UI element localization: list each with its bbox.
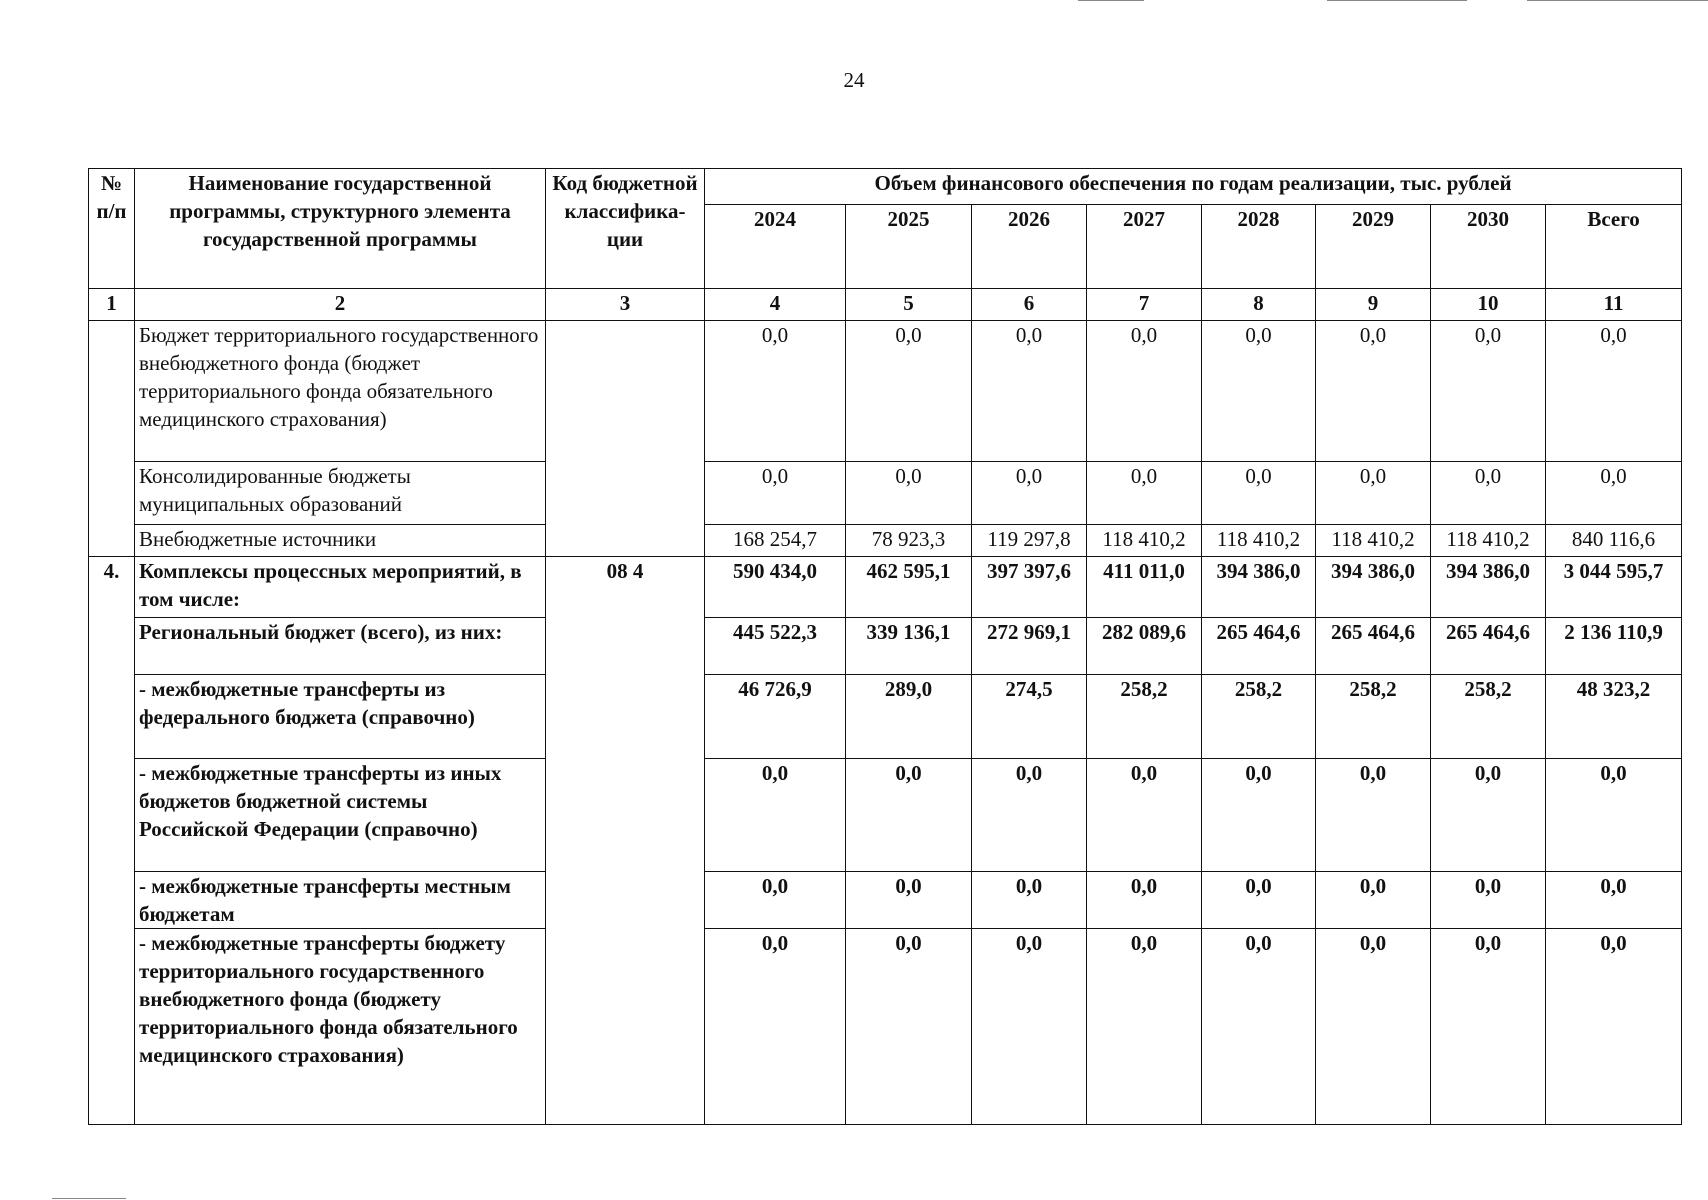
page-number: 24 (843, 68, 865, 92)
table-row (89, 675, 1682, 759)
value-cell: 0,0 (1431, 929, 1546, 1125)
value-cell: 0,0 (1087, 321, 1202, 462)
header-name: Наименование государственной программы, структурного элемента государственной программы (135, 169, 546, 289)
column-index: 4 (705, 289, 846, 321)
column-index: 2 (135, 289, 546, 321)
value-cell: 258,2 (1431, 675, 1546, 759)
row-name: Консолидированные бюджеты муниципальных образований (135, 462, 546, 525)
row-name: - межбюджетные трансферты из федерального бюджета (справочно) (135, 675, 546, 759)
value-cell: 0,0 (1431, 759, 1546, 872)
value-cell: 78 923,3 (846, 525, 972, 557)
column-index: 10 (1431, 289, 1546, 321)
scan-line (1327, 0, 1467, 1)
header-total: Всего (1546, 205, 1682, 289)
value-cell: 0,0 (705, 321, 846, 462)
column-index: 7 (1087, 289, 1202, 321)
table-row (89, 525, 1682, 557)
header-year: 2026 (972, 205, 1087, 289)
row-number (89, 321, 135, 557)
column-index: 3 (546, 289, 705, 321)
value-cell: 0,0 (972, 872, 1087, 929)
header-num: № п/п (89, 169, 135, 289)
financing-table (88, 168, 1682, 1125)
header-volume: Объем финансового обеспечения по годам реализации, тыс. рублей (705, 169, 1682, 205)
value-cell: 0,0 (1546, 462, 1682, 525)
value-cell: 0,0 (1431, 462, 1546, 525)
column-index: 1 (89, 289, 135, 321)
value-cell: 0,0 (705, 759, 846, 872)
column-index: 8 (1202, 289, 1316, 321)
value-cell: 0,0 (1087, 759, 1202, 872)
value-cell: 0,0 (1087, 462, 1202, 525)
row-name: Комплексы процессных мероприятий, в том числе: (135, 557, 546, 618)
column-index: 9 (1316, 289, 1431, 321)
header-year: 2029 (1316, 205, 1431, 289)
value-cell: 0,0 (1316, 929, 1431, 1125)
value-cell: 282 089,6 (1087, 618, 1202, 675)
row-name: - межбюджетные трансферты бюджету территориального государственного внебюджетного фонда (бюджету территориального фонда обязательного медицинского страхования) (135, 929, 546, 1125)
column-index: 6 (972, 289, 1087, 321)
value-cell: 119 297,8 (972, 525, 1087, 557)
row-name: Региональный бюджет (всего), из них: (135, 618, 546, 675)
value-cell: 0,0 (1316, 462, 1431, 525)
value-cell: 445 522,3 (705, 618, 846, 675)
value-cell: 118 410,2 (1202, 525, 1316, 557)
column-index: 5 (846, 289, 972, 321)
header-year: 2030 (1431, 205, 1546, 289)
column-index: 11 (1546, 289, 1682, 321)
value-cell: 0,0 (972, 759, 1087, 872)
value-cell: 0,0 (1202, 321, 1316, 462)
value-cell: 0,0 (846, 462, 972, 525)
value-cell: 265 464,6 (1202, 618, 1316, 675)
row-name: - межбюджетные трансферты местным бюджетам (135, 872, 546, 929)
header-code: Код бюджетной классифика-ции (546, 169, 705, 289)
value-cell: 0,0 (1431, 321, 1546, 462)
header-year: 2028 (1202, 205, 1316, 289)
header-year: 2025 (846, 205, 972, 289)
value-cell: 0,0 (1202, 759, 1316, 872)
value-cell: 0,0 (705, 929, 846, 1125)
header-year: 2024 (705, 205, 846, 289)
value-cell: 0,0 (972, 321, 1087, 462)
scan-line (1527, 0, 1708, 1)
value-cell: 0,0 (972, 462, 1087, 525)
value-cell: 0,0 (846, 872, 972, 929)
value-cell: 0,0 (1202, 929, 1316, 1125)
value-cell: 0,0 (1546, 872, 1682, 929)
value-cell: 118 410,2 (1431, 525, 1546, 557)
value-cell: 0,0 (705, 872, 846, 929)
value-cell: 272 969,1 (972, 618, 1087, 675)
header-year: 2027 (1087, 205, 1202, 289)
value-cell: 0,0 (1546, 929, 1682, 1125)
value-cell: 462 595,1 (846, 557, 972, 618)
table-row (89, 759, 1682, 872)
row-code (546, 321, 705, 557)
table-row (89, 321, 1682, 462)
value-cell: 258,2 (1316, 675, 1431, 759)
scan-line (1078, 0, 1144, 1)
value-cell: 0,0 (846, 759, 972, 872)
value-cell: 265 464,6 (1431, 618, 1546, 675)
value-cell: 0,0 (1087, 929, 1202, 1125)
value-cell: 840 116,6 (1546, 525, 1682, 557)
value-cell: 394 386,0 (1431, 557, 1546, 618)
table-row (89, 557, 1682, 618)
value-cell: 0,0 (972, 929, 1087, 1125)
value-cell: 0,0 (1202, 462, 1316, 525)
value-cell: 0,0 (1316, 321, 1431, 462)
value-cell: 394 386,0 (1316, 557, 1431, 618)
value-cell: 0,0 (1202, 872, 1316, 929)
value-cell: 46 726,9 (705, 675, 846, 759)
value-cell: 118 410,2 (1087, 525, 1202, 557)
value-cell: 265 464,6 (1316, 618, 1431, 675)
value-cell: 0,0 (846, 321, 972, 462)
table-row (89, 929, 1682, 1125)
value-cell: 0,0 (846, 929, 972, 1125)
value-cell: 48 323,2 (1546, 675, 1682, 759)
value-cell: 258,2 (1087, 675, 1202, 759)
value-cell: 0,0 (1316, 759, 1431, 872)
value-cell: 0,0 (1546, 759, 1682, 872)
value-cell: 0,0 (1546, 321, 1682, 462)
value-cell: 168 254,7 (705, 525, 846, 557)
row-name: - межбюджетные трансферты из иных бюджетов бюджетной системы Российской Федерации (справочно) (135, 759, 546, 872)
value-cell: 118 410,2 (1316, 525, 1431, 557)
value-cell: 0,0 (1087, 872, 1202, 929)
value-cell: 397 397,6 (972, 557, 1087, 618)
value-cell: 274,5 (972, 675, 1087, 759)
table-row (89, 618, 1682, 675)
value-cell: 590 434,0 (705, 557, 846, 618)
value-cell: 258,2 (1202, 675, 1316, 759)
value-cell: 3 044 595,7 (1546, 557, 1682, 618)
row-name: Бюджет территориального государственного внебюджетного фонда (бюджет территориального фонда обязательного медицинского страхования) (135, 321, 546, 462)
value-cell: 0,0 (705, 462, 846, 525)
value-cell: 0,0 (1431, 872, 1546, 929)
value-cell: 394 386,0 (1202, 557, 1316, 618)
value-cell: 339 136,1 (846, 618, 972, 675)
row-code: 08 4 (546, 557, 705, 1125)
table-row (89, 462, 1682, 525)
value-cell: 0,0 (1316, 872, 1431, 929)
table-row (89, 872, 1682, 929)
value-cell: 411 011,0 (1087, 557, 1202, 618)
value-cell: 289,0 (846, 675, 972, 759)
row-number: 4. (89, 557, 135, 1125)
row-name: Внебюджетные источники (135, 525, 546, 557)
scan-line (52, 1198, 126, 1199)
value-cell: 2 136 110,9 (1546, 618, 1682, 675)
